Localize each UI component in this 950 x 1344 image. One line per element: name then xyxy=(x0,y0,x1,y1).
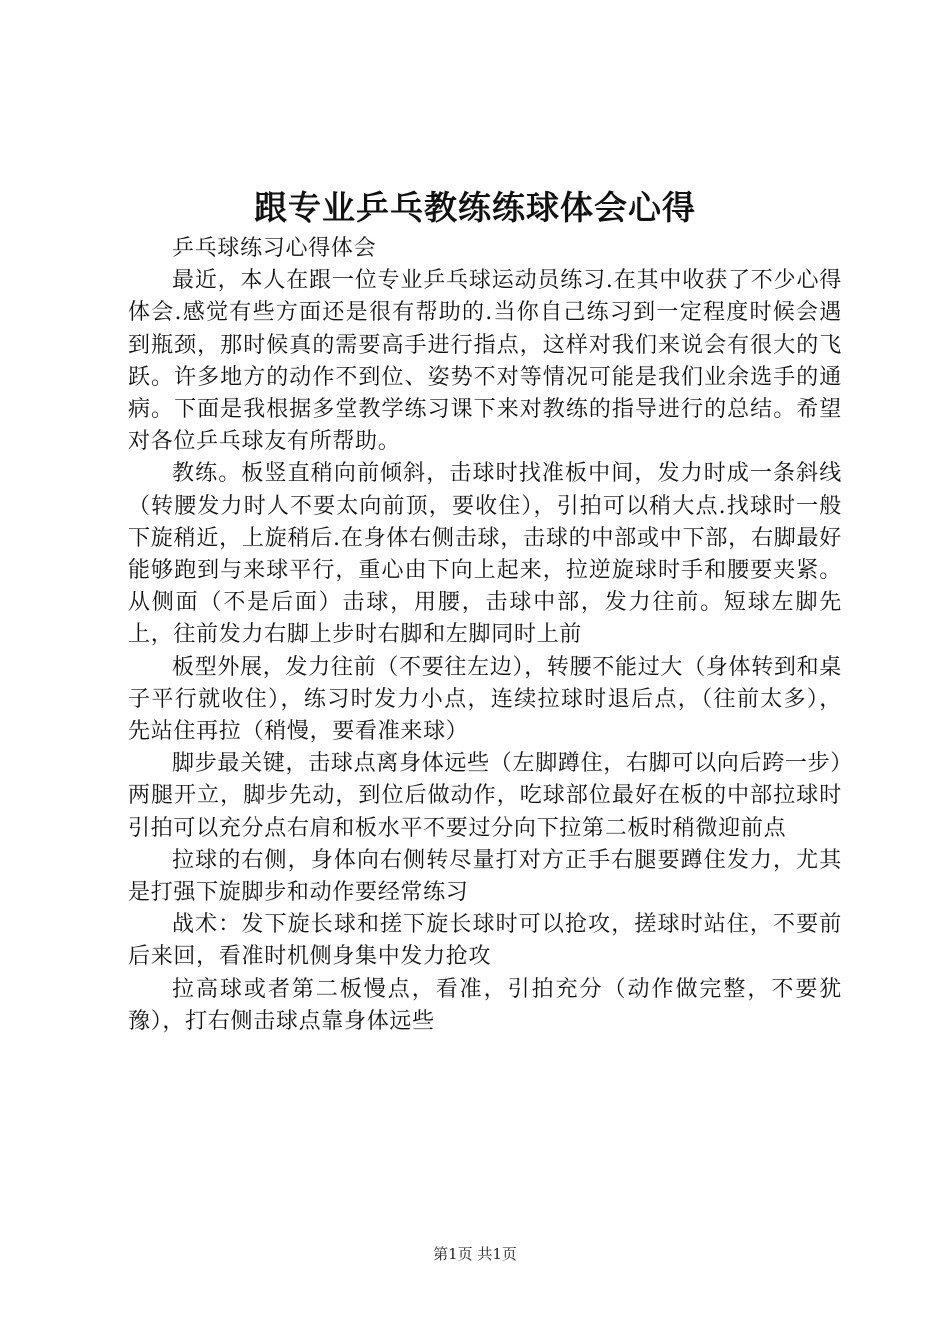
paragraph-right-side: 拉球的右侧，身体向右侧转尽量打对方正手右腿要蹲住发力，尤其是打强下旋脚步和动作要经常练习 xyxy=(128,847,842,906)
paragraph-high-ball: 拉高球或者第二板慢点，看准，引拍充分（动作做完整，不要犹豫），打右侧击球点靠身体远些 xyxy=(128,976,842,1034)
document-title: 跟专业乒乓教练练球体会心得 xyxy=(254,188,696,227)
paragraph-racket: 板型外展，发力往前（不要往左边），转腰不能过大（身体转到和桌子平行就收住），练习时发力小点，连续拉球时退后点，（往前太多），先站住再拉（稍慢，要看准来球） xyxy=(128,654,843,745)
paragraph-intro: 最近，本人在跟一位专业乒乓球运动员练习.在其中收获了不少心得体会.感觉有些方面还是很有帮助的.当你自己练习到一定程度时候会遇到瓶颈，那时候真的需要高手进行指点，这样对我们来说会有很大的飞跃。许多地方的动作不到位、姿势不对等情况可能是我们业余选手的通病。下面是我根据多堂教学练习课下来对教练的指导进行的总结。希望对各位乒乓球友有所帮助。 xyxy=(128,268,842,455)
paragraph-coach: 教练。板竖直稍向前倾斜，击球时找准板中间，发力时成一条斜线（转腰发力时人不要太向前顶，要收住），引拍可以稍大点.找球时一般下旋稍近，上旋稍后.在身体右侧击球，击球的中部或中下部，右脚最好能够跑到与来球平行，重心由下向上起来，拉逆旋球时手和腰要夹紧。从侧面（不是后面）击球，用腰，击球中部，发力往前。短球左脚先上，往前发力右脚上步时右脚和左脚同时上前 xyxy=(128,461,842,648)
paragraph-footwork: 脚步最关键，击球点离身体远些（左脚蹲住，右脚可以向后跨一步）两腿开立，脚步先动，到位后做动作，吃球部位最好在板的中部拉球时引拍可以充分点右肩和板水平不要过分向下拉第二板时稍微迎前点 xyxy=(128,751,843,841)
paragraph-subtitle: 乒乓球练习心得体会 xyxy=(172,236,377,261)
page-number-footer: 第1页 共1页 xyxy=(433,1245,517,1263)
paragraph-tactics: 战术：发下旋长球和搓下旋长球时可以抢攻，搓球时站住，不要前后来回，看准时机侧身集中发力抢攻 xyxy=(128,912,842,970)
document-body xyxy=(128,233,842,1038)
